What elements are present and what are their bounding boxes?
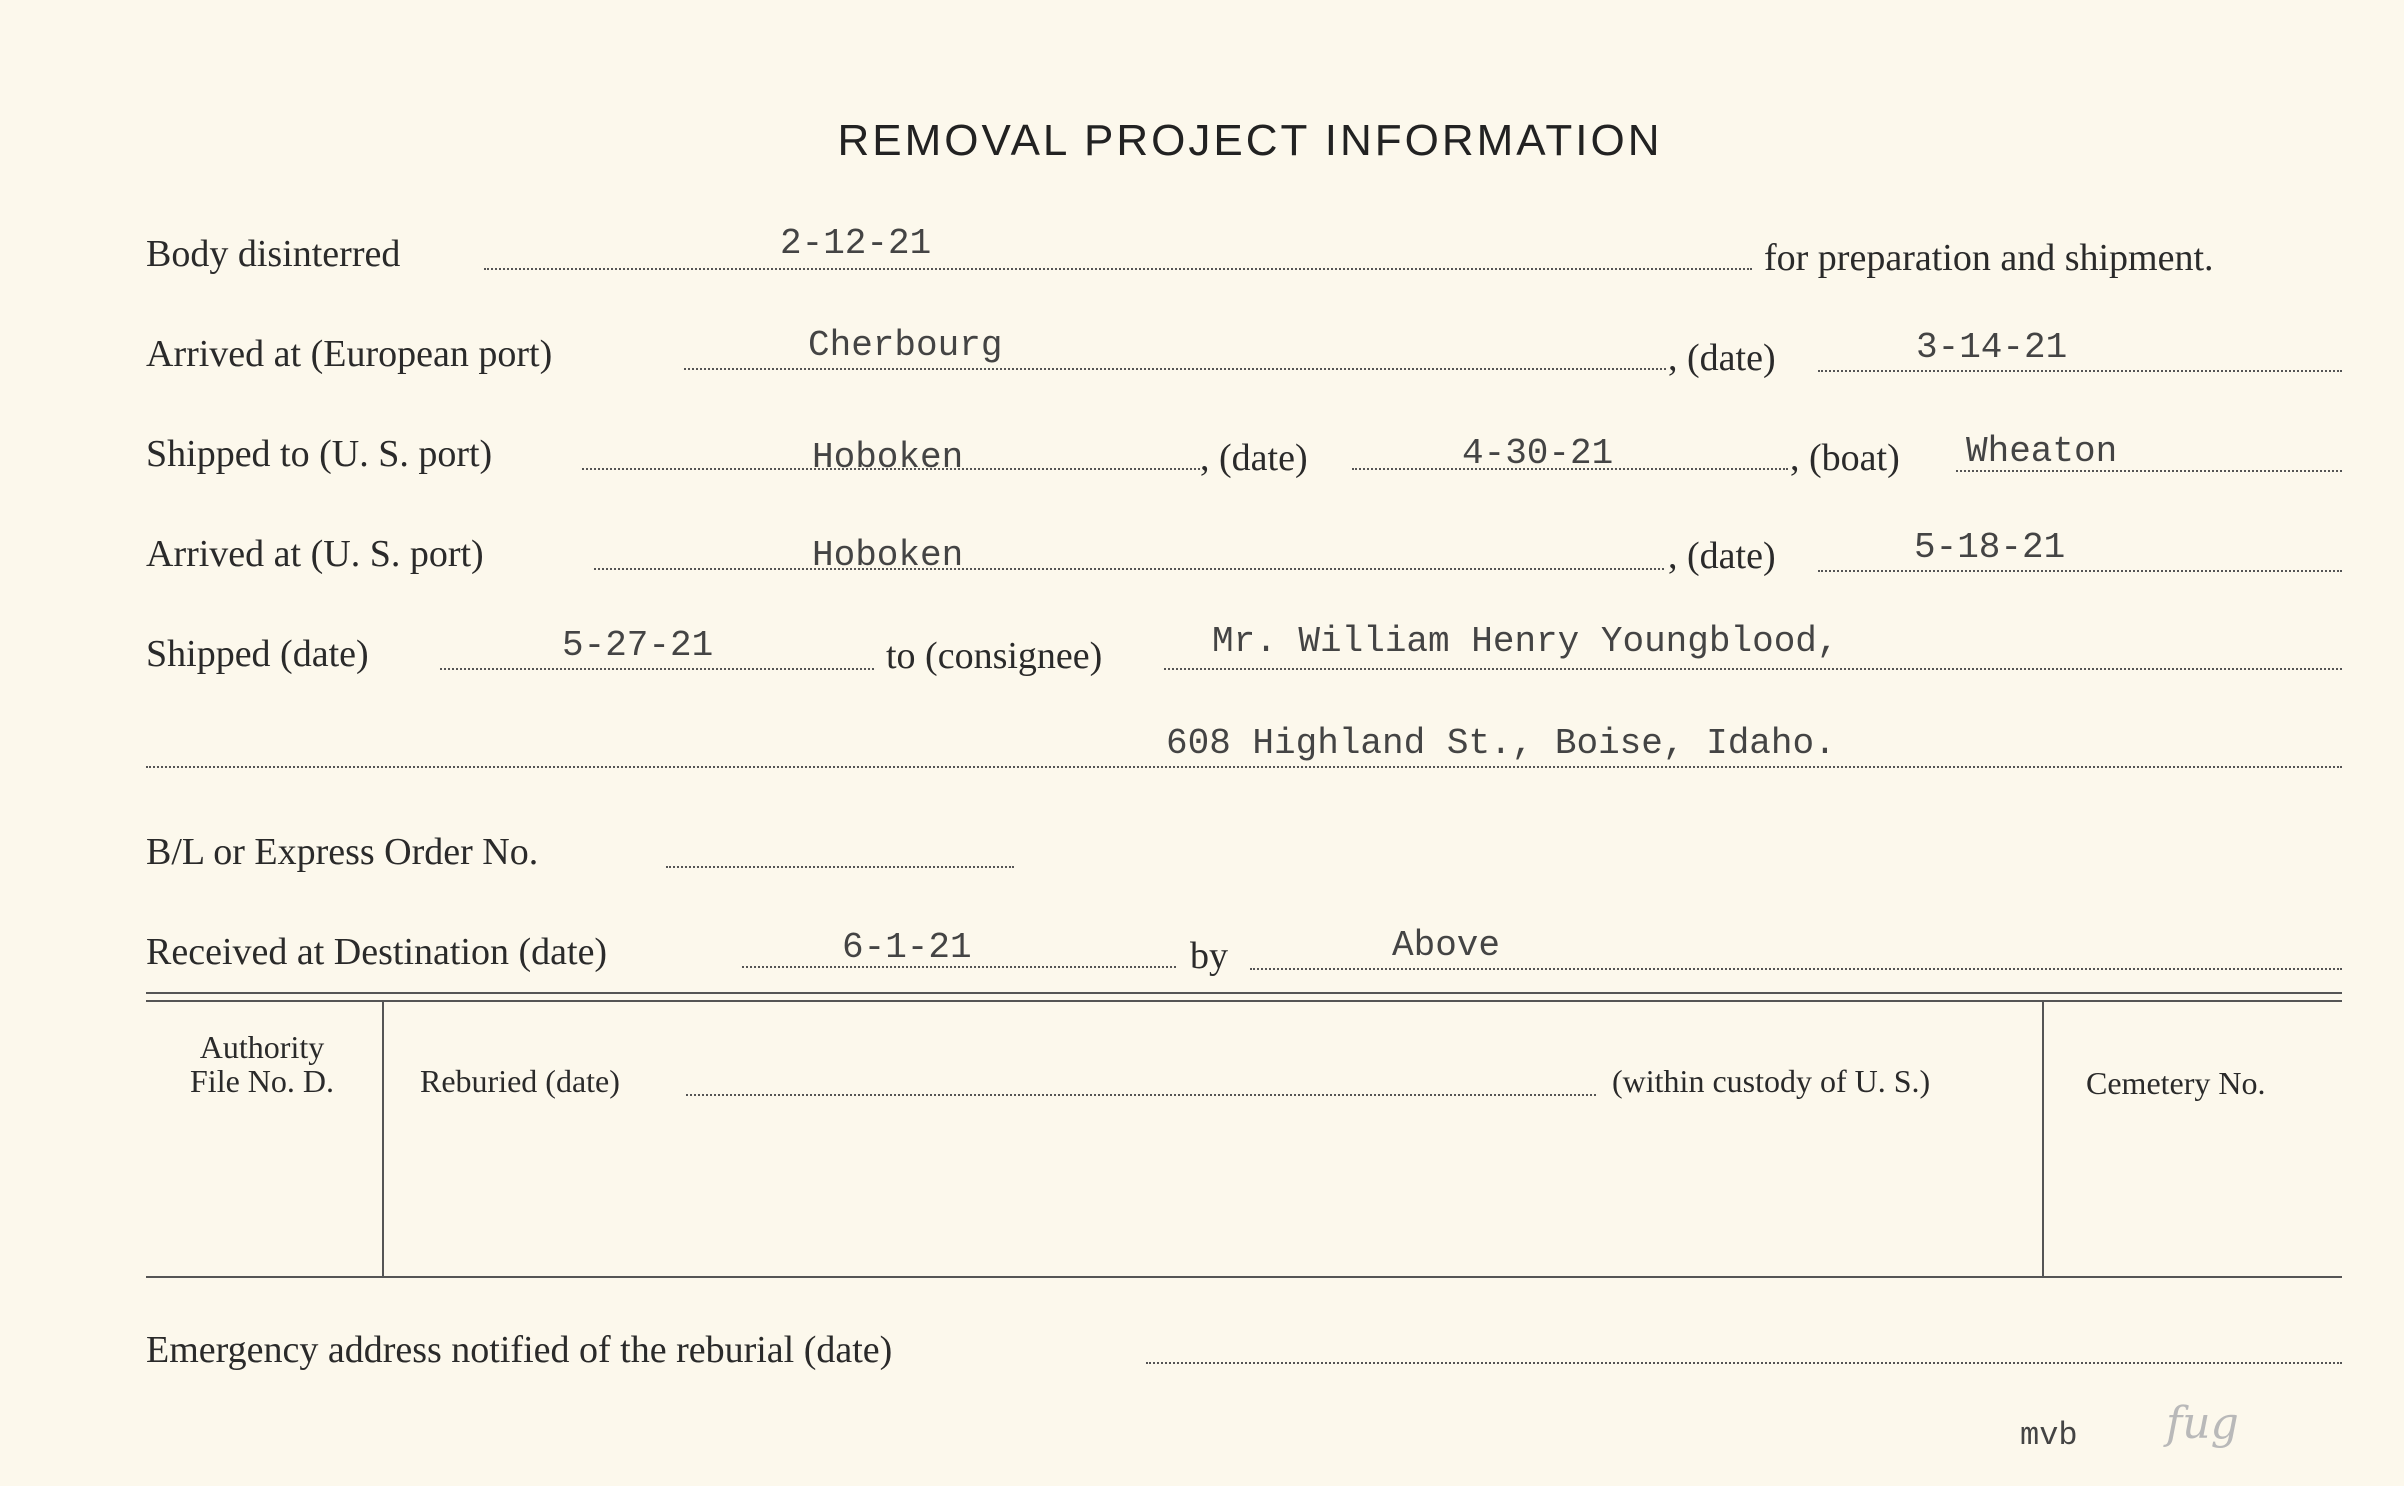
shipped-us-label: Shipped to (U. S. port)	[146, 433, 493, 475]
authority-label-1: Authority	[199, 1029, 325, 1065]
handwritten-mark: fug	[2166, 1398, 2239, 1449]
disinterred-label: Body disinterred	[146, 233, 401, 275]
emergency-line	[1146, 1362, 2342, 1364]
box-divider-right	[2042, 1000, 2044, 1276]
arrived-us-date: 5-18-21	[1914, 527, 2066, 568]
arrived-us-value: Hoboken	[812, 535, 964, 576]
shipped-label: Shipped (date)	[146, 633, 369, 675]
box-top-rule-2	[146, 1000, 2342, 1002]
box-bottom-rule	[146, 1276, 2342, 1278]
shipped-date: 5-27-21	[562, 625, 714, 666]
box-divider-left	[382, 1000, 384, 1276]
initials: mvb	[2020, 1417, 2078, 1454]
consignee-name: Mr. William Henry Youngblood,	[1212, 621, 1839, 662]
page-title	[0, 112, 2404, 166]
shipped-us-boat-label: , (boat)	[1790, 437, 1900, 479]
euro-port-value: Cherbourg	[808, 325, 1003, 366]
arrived-us-date-label: , (date)	[1668, 535, 1776, 577]
authority-label-2: File No. D.	[190, 1063, 334, 1099]
euro-port-date-label: , (date)	[1668, 337, 1776, 379]
disinterred-suffix: for preparation and shipment.	[1764, 237, 2214, 279]
received-by-line	[1250, 968, 2342, 970]
received-date: 6-1-21	[842, 927, 972, 968]
cemetery-label: Cemetery No.	[2086, 1065, 2266, 1101]
emergency-label: Emergency address notified of the reburial (date)	[146, 1329, 893, 1371]
arrived-us-date-line	[1818, 570, 2342, 572]
bl-line	[666, 866, 1014, 868]
received-label: Received at Destination (date)	[146, 931, 608, 973]
address-line	[146, 766, 2342, 768]
euro-port-line	[684, 368, 1666, 370]
title-text: REMOVAL PROJECT INFORMATION	[837, 116, 1663, 165]
bl-label: B/L or Express Order No.	[146, 831, 539, 873]
box-top-rule	[146, 992, 2342, 994]
shipped-us-date: 4-30-21	[1462, 433, 1614, 474]
reburied-label: Reburied (date)	[420, 1063, 620, 1099]
reburied-line	[686, 1094, 1596, 1096]
shipped-us-date-label: , (date)	[1200, 437, 1308, 479]
euro-port-date-line	[1818, 370, 2342, 372]
received-by-label: by	[1190, 935, 1228, 977]
received-by: Above	[1392, 925, 1501, 966]
consignee-address: 608 Highland St., Boise, Idaho.	[1166, 723, 1836, 764]
consignee-line	[1164, 668, 2342, 670]
arrived-us-line	[594, 568, 1664, 570]
shipped-us-boat: Wheaton	[1966, 431, 2118, 472]
consignee-label: to (consignee)	[886, 635, 1103, 677]
arrived-us-label: Arrived at (U. S. port)	[146, 533, 484, 575]
disinterred-line	[484, 268, 1752, 270]
disinterred-value: 2-12-21	[780, 223, 932, 264]
euro-port-date: 3-14-21	[1916, 327, 2068, 368]
shipped-date-line	[440, 668, 874, 670]
shipped-us-value: Hoboken	[812, 437, 964, 478]
custody-label: (within custody of U. S.)	[1612, 1063, 1931, 1099]
euro-port-label: Arrived at (European port)	[146, 333, 553, 375]
